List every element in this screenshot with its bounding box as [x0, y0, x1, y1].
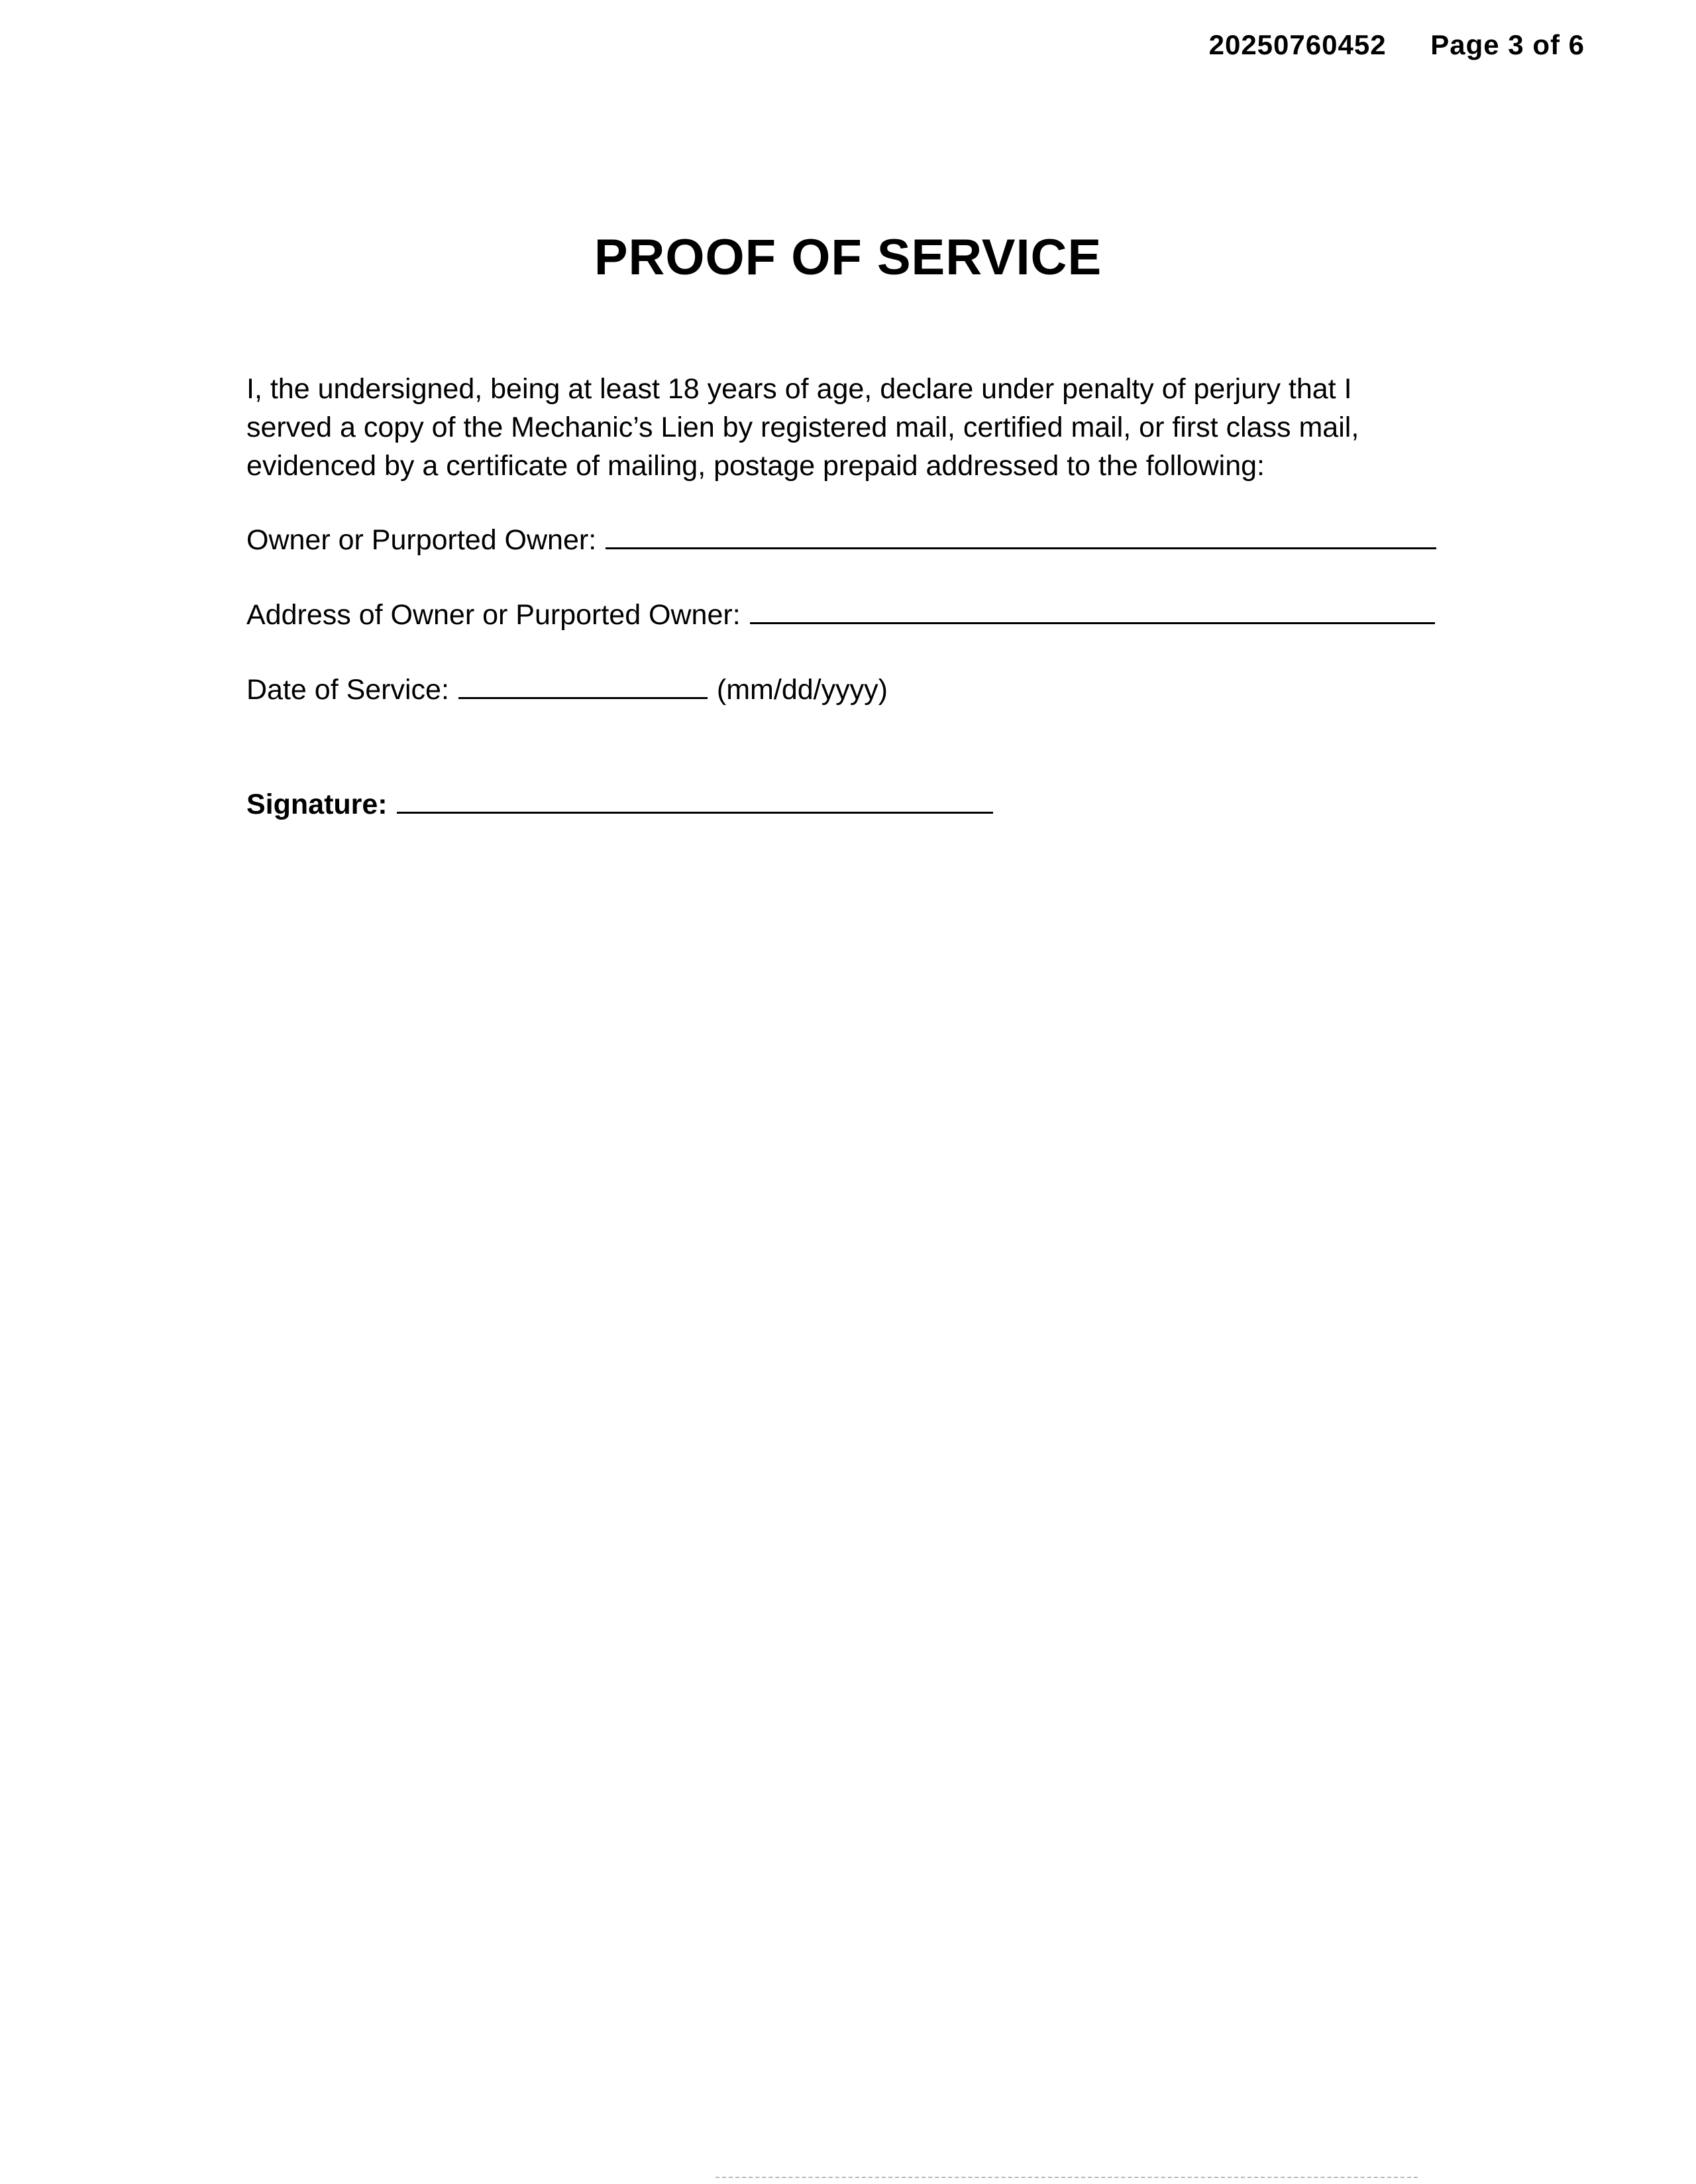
owner-row — [246, 523, 1436, 557]
scan-footer-marks — [716, 2177, 1418, 2179]
document-header — [1209, 29, 1585, 61]
page-indicator: Page 3 of 6 — [1430, 29, 1585, 60]
address-row — [246, 598, 1435, 631]
signature-label: Signature: — [246, 789, 388, 820]
page-title: PROOF OF SERVICE — [594, 229, 1102, 286]
address-field[interactable] — [750, 598, 1435, 624]
signature-row — [246, 788, 993, 821]
date-row — [246, 673, 888, 706]
date-field[interactable] — [458, 673, 708, 699]
owner-field[interactable] — [606, 523, 1436, 549]
signature-field[interactable] — [397, 788, 993, 814]
document-number: 20250760452 — [1208, 29, 1387, 60]
owner-label: Owner or Purported Owner: — [246, 524, 597, 556]
declaration-text: I, the undersigned, being at least 18 years of age, declare under penalty of perjury that I served a copy of the Mechanic’s Lien by registered mail, certified mail, or first class mail, evidenced by a certificate of mailing, postage prepaid addressed to the following: — [246, 373, 1359, 482]
address-label: Address of Owner or Purported Owner: — [246, 599, 741, 631]
date-format-hint: (mm/dd/yyyy) — [716, 674, 888, 706]
date-label: Date of Service: — [246, 674, 449, 706]
